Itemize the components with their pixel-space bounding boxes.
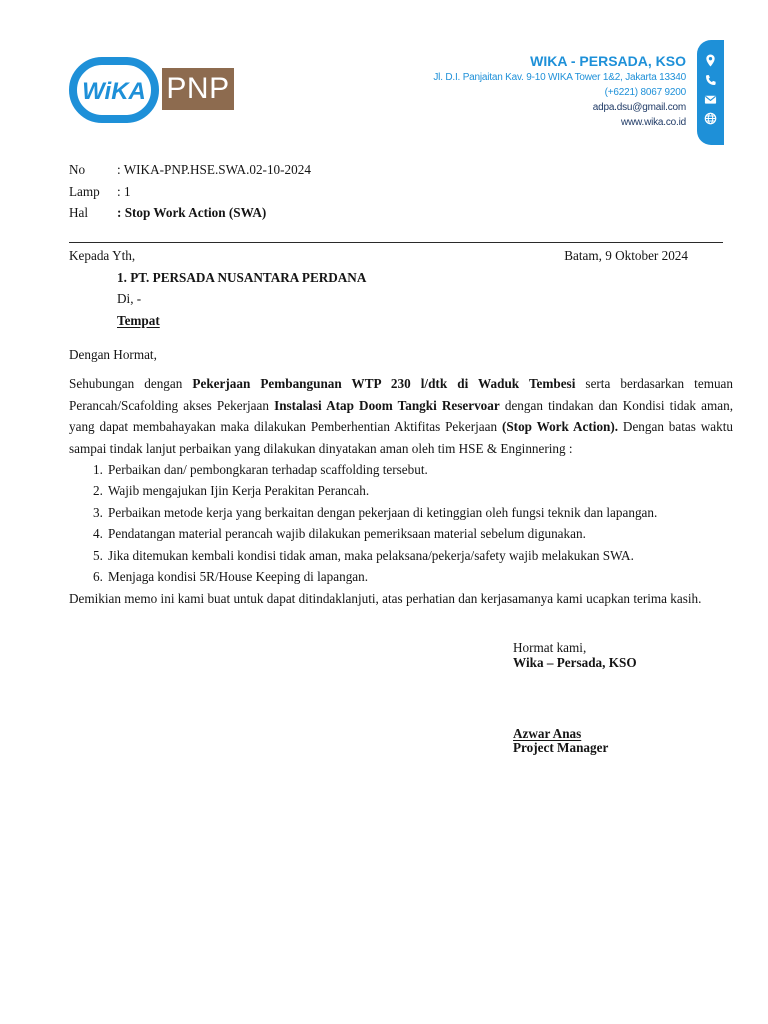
list-item: Perbaikan dan/ pembongkaran terhadap scaffolding tersebut.: [108, 462, 428, 477]
reference-label-lamp: Lamp: [69, 184, 100, 199]
list-item-number: 1.: [93, 462, 103, 477]
stop-work-action-term: (Stop Work Action).: [501, 419, 619, 434]
recipient-greeting: Kepada Yth,: [69, 248, 136, 263]
work-item-name: Instalasi Atap Doom Tangki Reservoar: [274, 398, 500, 413]
phone-icon: [704, 74, 717, 87]
list-item-number: 5.: [93, 548, 103, 563]
salutation: Dengan Hormat,: [69, 347, 157, 362]
reference-number: : WIKA-PNP.HSE.SWA.02-10-2024: [117, 162, 311, 177]
attachment-count: : 1: [117, 184, 131, 199]
closing-sentence: Demikian memo ini kami buat untuk dapat ditindaklanjuti, atas perhatian dan kerjasamanya kami ucapkan terima kasih.: [69, 591, 702, 606]
wika-logo: [69, 57, 159, 123]
paragraph-text: Perancah/Scafolding akses Pekerjaan: [69, 398, 275, 413]
reference-label-no: No: [69, 162, 86, 177]
company-phone: (+6221) 8067 9200: [604, 87, 686, 98]
company-address: Jl. D.I. Panjaitan Kav. 9-10 WIKA Tower 1&2, Jakarta 13340: [433, 72, 686, 83]
signature-company: Wika – Persada, KSO: [513, 655, 637, 670]
list-item: Jika ditemukan kembali kondisi tidak aman, maka pelaksana/pekerja/safety wajib melakukan SWA.: [108, 548, 634, 563]
company-website: www.wika.co.id: [621, 117, 686, 128]
pnp-logo: [162, 68, 234, 110]
letter-date: Batam, 9 Oktober 2024: [564, 248, 688, 263]
paragraph-line: [69, 441, 733, 457]
wika-logo-text: WiKA: [82, 78, 146, 105]
reference-label-hal: Hal: [69, 205, 89, 220]
list-item: Wajib mengajukan Ijin Kerja Perakitan Perancah.: [108, 483, 370, 498]
pnp-logo-text: PNP: [166, 72, 230, 105]
list-item-number: 2.: [93, 483, 103, 498]
signatory-name: Azwar Anas: [513, 726, 582, 741]
list-item-number: 6.: [93, 569, 103, 584]
paragraph-text: sampai tindak lanjut perbaikan yang dilakukan dinyatakan aman oleh tim HSE & Enginnering :: [69, 441, 573, 456]
envelope-icon: [704, 93, 717, 106]
list-item: Menjaga kondisi 5R/House Keeping di lapangan.: [108, 569, 369, 584]
recipient-company: 1. PT. PERSADA NUSANTARA PERDANA: [117, 270, 367, 285]
paragraph-text: yang dapat membahayakan maka dilakukan Pemberhentian Aktifitas Pekerjaan: [69, 419, 502, 434]
location-pin-icon: [704, 54, 717, 67]
paragraph-text: dengan tindakan dan Kondisi tidak aman,: [499, 398, 733, 413]
company-name: WIKA - PERSADA, KSO: [530, 53, 686, 69]
signatory-title: Project Manager: [513, 740, 609, 755]
list-item: Pendatangan material perancah wajib dilakukan pemeriksaan material sebelum digunakan.: [108, 526, 586, 541]
paragraph-line: [69, 398, 733, 414]
signature-regards: Hormat kami,: [513, 640, 587, 655]
paragraph-text: Sehubungan dengan: [69, 376, 193, 391]
recipient-location: Di, -: [117, 291, 142, 306]
paragraph-text: Dengan batas waktu: [618, 419, 733, 434]
paragraph-line: [69, 376, 733, 392]
list-item-number: 3.: [93, 505, 103, 520]
list-item: Perbaikan metode kerja yang berkaitan dengan pekerjaan di ketinggian oleh fungsi teknik dan lapangan.: [108, 505, 658, 520]
paragraph-text: serta berdasarkan temuan: [575, 376, 733, 391]
project-name: Pekerjaan Pembangunan WTP 230 l/dtk di Waduk Tembesi: [192, 376, 576, 391]
recipient-place: Tempat: [117, 313, 160, 328]
contact-icon-bar: [697, 40, 724, 145]
list-item-number: 4.: [93, 526, 103, 541]
header-divider: [69, 242, 723, 243]
globe-icon: [704, 112, 717, 125]
company-email: adpa.dsu@gmail.com: [592, 102, 686, 113]
letter-subject: : Stop Work Action (SWA): [117, 205, 267, 220]
paragraph-line: [69, 419, 733, 435]
